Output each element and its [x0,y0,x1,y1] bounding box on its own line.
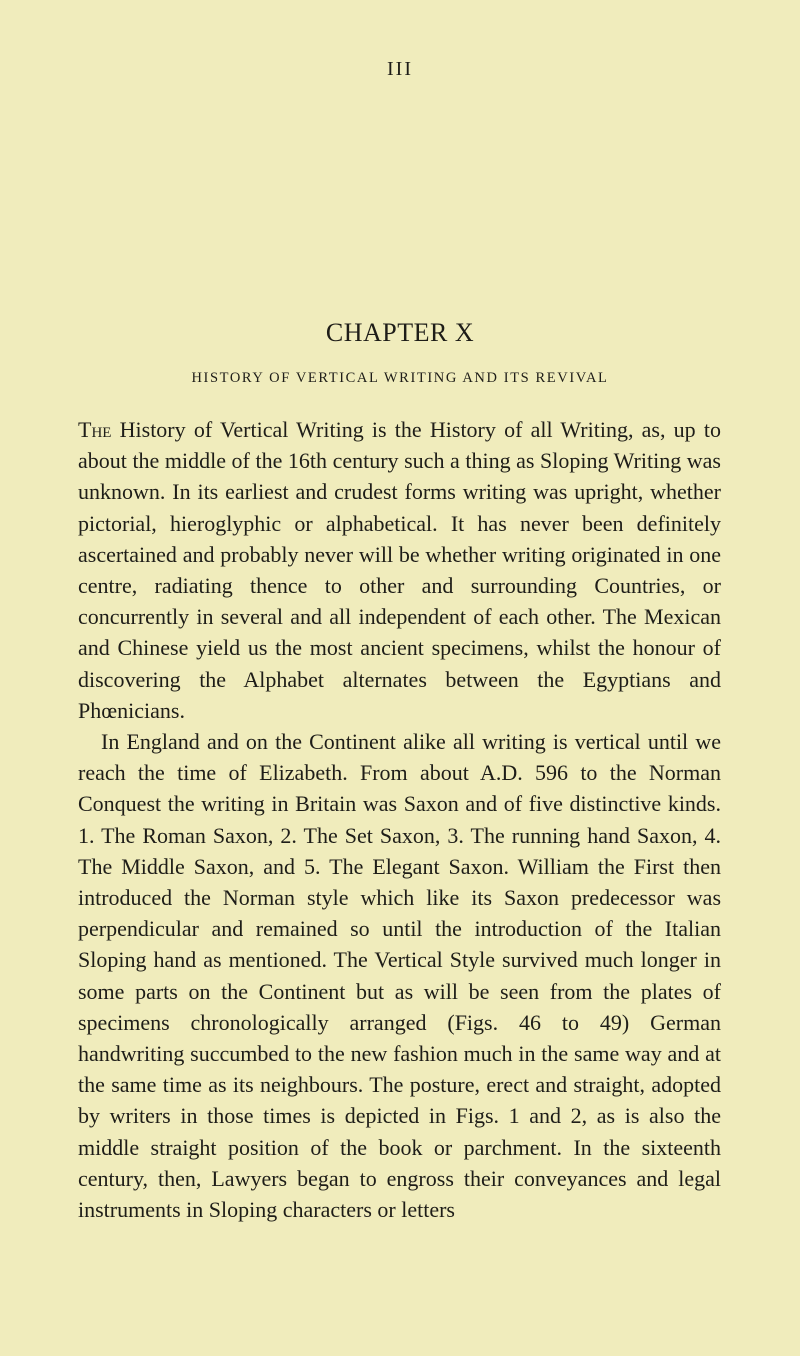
paragraph-lead-word: The [78,417,112,442]
body-text [78,414,721,1225]
chapter-title: HISTORY OF VERTICAL WRITING AND ITS REVIVAL [191,370,609,386]
paragraph-2: In England and on the Continent alike all writing is vertical until we reach the time of Elizabeth. From about A.D. 596 to the Norman Conquest the writing in Britain was Saxon and of five distinctive kinds. 1. The Roman Saxon, 2. The Set Saxon, 3. The running hand Saxon, 4. The Middle Saxon, and 5. The Elegant Saxon. William the First then introduced the Norman style which like its Saxon predecessor was perpendicular and remained so until the introduction of the Italian Sloping hand as mentioned. The Vertical Style survived much longer in some parts on the Continent but as will be seen from the plates of specimens chronologically arranged (Figs. 46 to 49) German handwriting succumbed to the new fashion much in the same way and at the same time as its neighbours. The posture, erect and straight, adopted by writers in those times is depicted in Figs. 1 and 2, as is also the middle straight position of the book or parchment. In the sixteenth century, then, Lawyers began to engross their conveyances and legal instruments in Sloping characters or letters [78,729,721,1223]
paragraph-1 [78,414,721,726]
paragraph-1-text: History of Vertical Writing is the History of all Writing, as, up to about the middle of the 16th century such a thing as Sloping Writing was unknown. In its earliest and crudest forms writing was upright, whether pictorial, hieroglyphic or alphabetical. It has never been definitely ascertained and probably never will be whether writing originated in one centre, radiating thence to other and surrounding Countries, or concurrently in several and all independent of each other. The Mexican and Chinese yield us the most ancient specimens, whilst the honour of discovering the Alphabet alternates between the Egyptians and Phœnicians. [78,417,721,723]
page-number: III [387,58,413,80]
chapter-heading: CHAPTER X [325,318,475,347]
